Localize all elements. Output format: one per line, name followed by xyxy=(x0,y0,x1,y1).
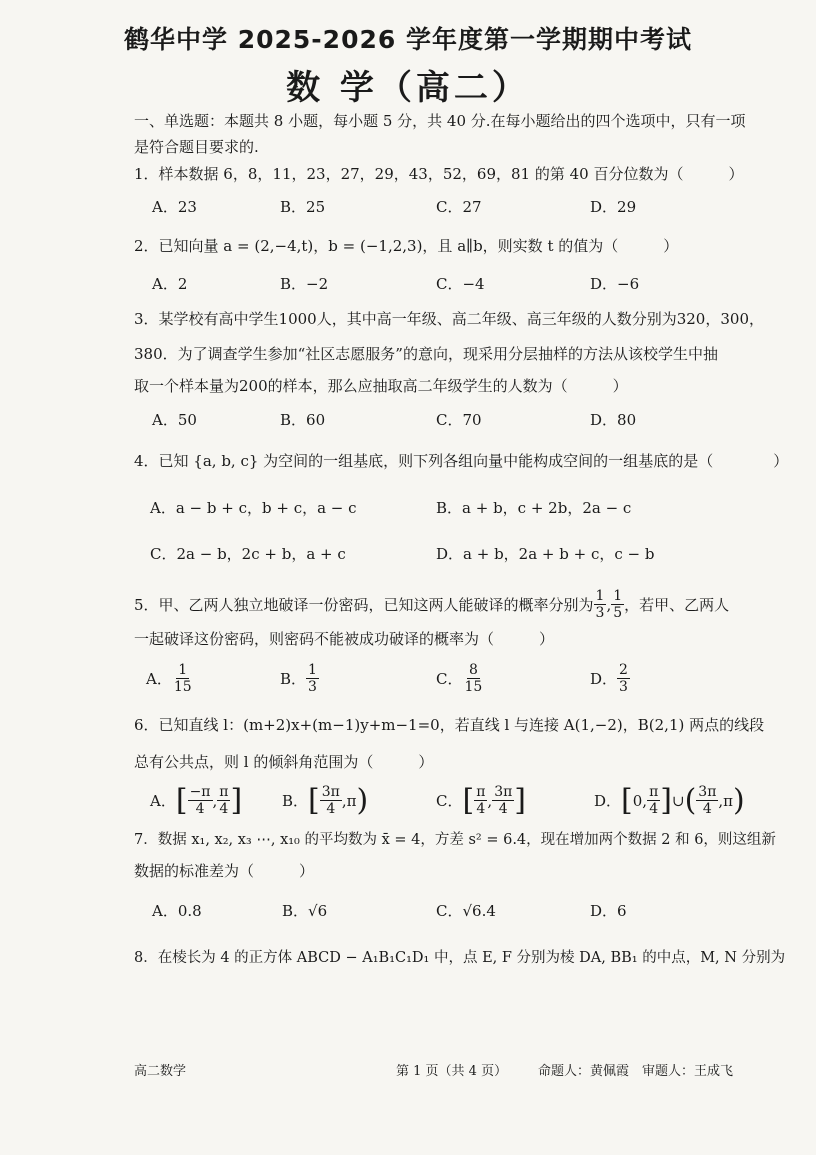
fraction xyxy=(188,784,213,817)
question-2-stem: 2．已知向量 a = (2,−4,t)，b = (−1,2,3)，且 a∥b，则实数 t 的值为（ ） xyxy=(134,237,679,255)
separator: , xyxy=(487,791,493,810)
question-5-prob-2 xyxy=(611,588,624,621)
denominator: 4 xyxy=(195,801,205,817)
question-5-prob-2-num: 1 xyxy=(613,588,623,604)
option-label: B． xyxy=(280,670,307,688)
option-fraction xyxy=(306,662,319,695)
option-label: B． xyxy=(282,792,309,810)
footer-reviewer: 审题人：王成飞 xyxy=(642,1064,734,1079)
question-5-prob-1-num: 1 xyxy=(595,588,605,604)
fraction xyxy=(320,784,342,817)
numerator: 1 xyxy=(308,662,317,678)
question-7-line-2: 数据的标准差为（ ） xyxy=(134,862,315,880)
question-7-option-a: A．0.8 xyxy=(152,902,202,920)
denominator: 15 xyxy=(173,679,192,695)
question-3-line-3: 取一个样本量为200的样本，那么应抽取高二年级学生的人数为（ ） xyxy=(134,377,628,395)
question-5-comma: , xyxy=(606,595,612,614)
question-3-option-b: B．60 xyxy=(280,411,326,429)
question-1-option-a: A．23 xyxy=(152,198,197,216)
denominator: 4 xyxy=(476,801,486,817)
option-label: C． xyxy=(436,670,463,688)
interval-end: ,π xyxy=(718,791,734,810)
footer-page-number: 第 1 页（共 4 页） xyxy=(396,1064,508,1079)
question-5-text-a: 5．甲、乙两人独立地破译一份密码，已知这两人能破译的概率分别为 xyxy=(134,596,594,614)
question-1-stem: 1．样本数据 6，8，11，23，27，29，43，52，69，81 的第 40 百分位数为（ ） xyxy=(134,165,744,183)
option-label: A． xyxy=(146,670,172,688)
question-5-option-c xyxy=(436,662,484,695)
numerator: 1 xyxy=(178,662,188,678)
question-7-line-1: 7．数据 x₁, x₂, x₃ ⋯, x₁₀ 的平均数为 x̄ = 4，方差 s² = 6.4，现在增加两个数据 2 和 6，则这组新 xyxy=(134,832,776,848)
question-5-option-d xyxy=(590,662,630,695)
option-label: D． xyxy=(594,792,622,810)
question-2-option-d: D．−6 xyxy=(590,275,640,293)
question-7-option-b: B．√6 xyxy=(282,902,328,920)
question-5-option-b xyxy=(280,662,319,695)
left-bracket: [ xyxy=(308,782,320,818)
question-4-option-c: C．2a − b，2c + b，a + c xyxy=(150,545,346,563)
numerator: 2 xyxy=(619,662,628,678)
right-paren: ) xyxy=(733,782,745,818)
numerator: π xyxy=(649,784,659,800)
exam-title: 鹤华中学 2025-2026 学年度第一学期期中考试 xyxy=(124,25,692,54)
exam-subject: 数 学（高二） xyxy=(286,68,530,108)
footer-subject: 高二数学 xyxy=(134,1064,187,1079)
numerator: 3π xyxy=(698,784,717,800)
fraction xyxy=(474,784,487,817)
numerator: π xyxy=(219,784,229,800)
left-bracket: [ xyxy=(462,782,475,818)
denominator: 15 xyxy=(464,679,483,695)
question-7-option-c: C．√6.4 xyxy=(436,902,496,920)
question-4-option-a: A．a − b + c，b + c，a − c xyxy=(150,499,357,517)
numerator: −π xyxy=(189,784,211,800)
option-label: A． xyxy=(150,792,176,810)
numerator: 3π xyxy=(494,784,513,800)
question-6-line-1: 6．已知直线 l：(m+2)x+(m−1)y+m−1=0，若直线 l 与连接 A(1,−2)，B(2,1) 两点的线段 xyxy=(134,716,765,734)
right-bracket: ] xyxy=(514,782,527,818)
interval-end: ,π xyxy=(341,791,357,810)
denominator: 4 xyxy=(498,801,508,817)
question-4-option-d: D．a + b，2a + b + c，c − b xyxy=(436,545,655,563)
question-7-option-d: D．6 xyxy=(590,902,627,920)
question-3-option-a: A．50 xyxy=(152,411,197,429)
left-paren: ( xyxy=(684,782,697,818)
question-4-option-b: B．a + b，c + 2b，2a − c xyxy=(436,499,632,517)
question-3-option-d: D．80 xyxy=(590,411,637,429)
section-instruction-line-1: 一、单选题：本题共 8 小题，每小题 5 分，共 40 分.在每小题给出的四个选项中，只有一项 xyxy=(134,112,746,130)
question-6-option-c xyxy=(436,784,526,817)
union-symbol: ∪ xyxy=(671,791,685,810)
separator: , xyxy=(212,791,218,810)
fraction xyxy=(696,784,718,817)
question-6-option-b xyxy=(282,784,368,817)
right-bracket: ] xyxy=(660,782,672,818)
denominator: 3 xyxy=(308,679,317,695)
right-bracket: ] xyxy=(230,782,243,818)
question-1-option-b: B．25 xyxy=(280,198,326,216)
question-5-line-1 xyxy=(134,588,729,621)
denominator: 4 xyxy=(702,801,712,817)
denominator: 4 xyxy=(649,801,659,817)
section-instruction-line-2: 是符合题目要求的. xyxy=(134,138,259,156)
question-5-text-b: ，若甲、乙两人 xyxy=(624,596,730,614)
question-5-prob-1 xyxy=(594,588,607,621)
question-6-line-2: 总有公共点，则 l 的倾斜角范围为（ ） xyxy=(134,753,434,771)
option-fraction xyxy=(617,662,630,695)
denominator: 4 xyxy=(326,801,336,817)
denominator: 3 xyxy=(619,679,628,695)
option-fraction xyxy=(462,662,484,695)
question-5-option-a xyxy=(146,662,194,695)
option-label: D． xyxy=(590,670,618,688)
option-label: C． xyxy=(436,792,463,810)
question-2-option-b: B．−2 xyxy=(280,275,329,293)
question-6-option-a xyxy=(150,784,242,817)
interval-start: 0, xyxy=(632,791,648,810)
fraction xyxy=(217,784,230,817)
option-fraction xyxy=(172,662,194,695)
question-3-line-2: 380．为了调查学生参加“社区志愿服务”的意向，现采用分层抽样的方法从该校学生中抽 xyxy=(134,345,718,363)
question-1-option-d: D．29 xyxy=(590,198,637,216)
question-4-stem: 4．已知 {a, b, c} 为空间的一组基底，则下列各组向量中能构成空间的一组基底的是（ ） xyxy=(134,452,789,470)
question-2-option-a: A．2 xyxy=(152,275,188,293)
left-bracket: [ xyxy=(621,782,633,818)
question-3-option-c: C．70 xyxy=(436,411,482,429)
left-bracket: [ xyxy=(175,782,188,818)
question-3-line-1: 3．某学校有高中学生1000人，其中高一年级、高二年级、高三年级的人数分别为320，300， xyxy=(134,310,764,328)
numerator: 3π xyxy=(321,784,340,800)
question-5-prob-2-den: 5 xyxy=(613,605,623,621)
denominator: 4 xyxy=(219,801,229,817)
footer-author: 命题人：黄佩霞 xyxy=(538,1064,630,1079)
question-8-line-1: 8．在棱长为 4 的正方体 ABCD − A₁B₁C₁D₁ 中，点 E, F 分别为棱 DA, BB₁ 的中点，M, N 分别为 xyxy=(134,950,786,966)
numerator: 8 xyxy=(468,662,478,678)
numerator: π xyxy=(476,784,486,800)
question-5-prob-1-den: 3 xyxy=(595,605,605,621)
right-bracket: ) xyxy=(356,782,369,818)
question-6-option-d xyxy=(594,784,745,817)
fraction xyxy=(647,784,660,817)
question-2-option-c: C．−4 xyxy=(436,275,485,293)
question-1-option-c: C．27 xyxy=(436,198,482,216)
question-5-line-2: 一起破译这份密码，则密码不能被成功破译的概率为（ ） xyxy=(134,630,555,648)
fraction xyxy=(492,784,514,817)
